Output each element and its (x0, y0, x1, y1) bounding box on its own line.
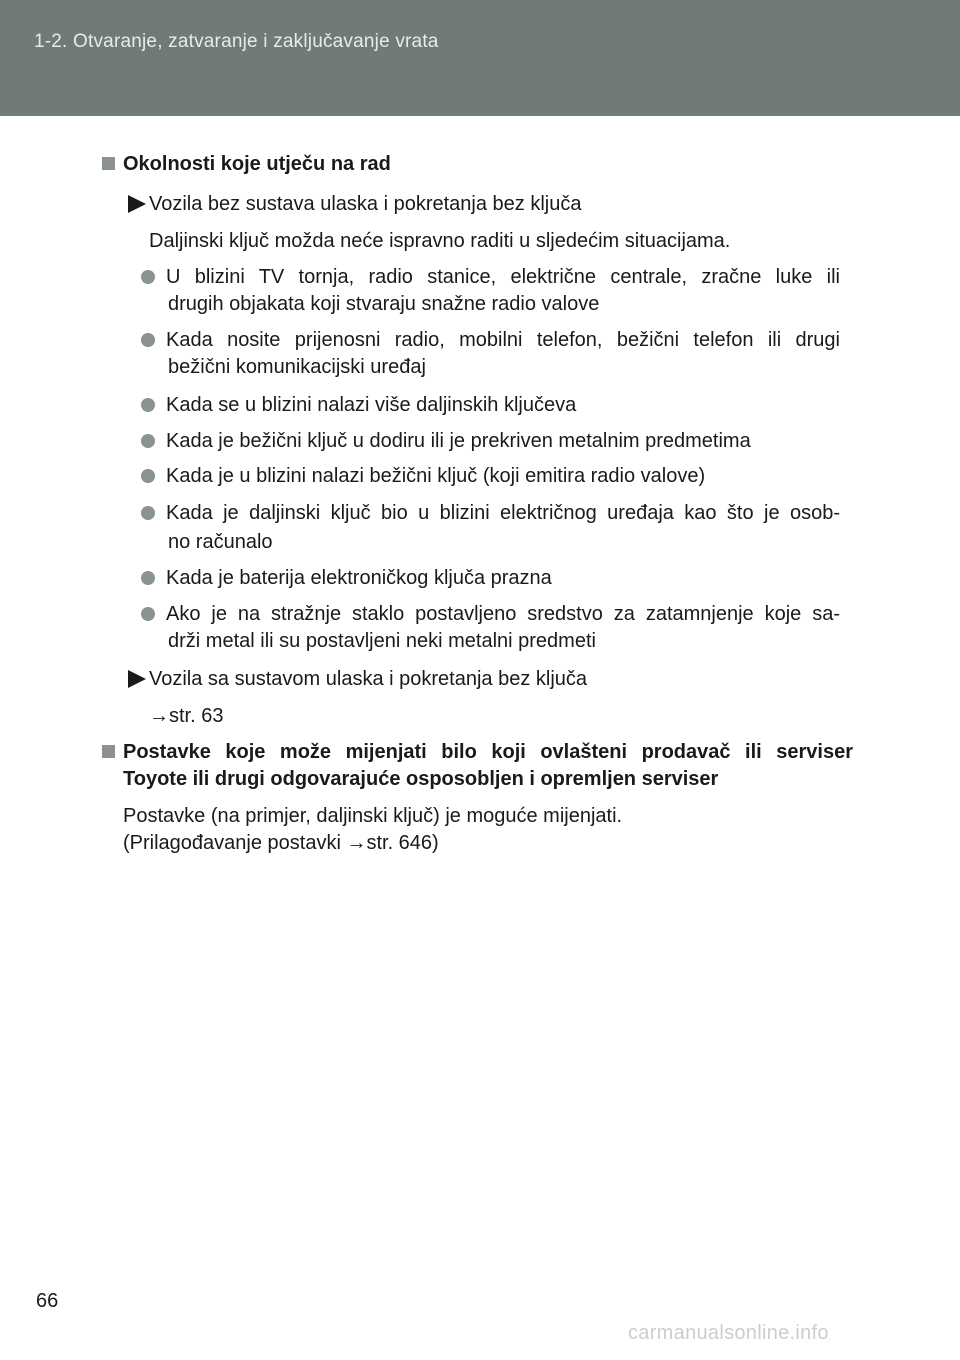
bullet-dot-icon (141, 270, 155, 284)
list-item-continuation: drži metal ili su postavljeni neki metalni predmeti (168, 630, 596, 652)
subsection-label: Vozila sa sustavom ulaska i pokretanja bez ključa (149, 668, 588, 690)
section-heading-continuation: Toyote ili drugi odgovarajuće osposobljen i opremljen serviser (123, 768, 719, 790)
watermark: carmanualsonline.info (628, 1322, 829, 1344)
list-item: U blizini TV tornja, radio stanice, električne centrale, zračne luke ili (166, 266, 840, 288)
section-square-icon (102, 745, 115, 758)
page-reference: →str. 63 (149, 705, 224, 727)
list-item: Kada je bežični ključ u dodiru ili je prekriven metalnim predmetima (166, 430, 751, 452)
list-item-continuation: drugih objakata koji stvaraju snažne radio valove (168, 293, 600, 315)
list-item: Kada je daljinski ključ bio u blizini električnog uređaja kao što je osob- (166, 502, 840, 524)
subsection-label: Vozila bez sustava ulaska i pokretanja bez ključa (149, 193, 582, 215)
body-text: Postavke (na primjer, daljinski ključ) je moguće mijenjati. (123, 805, 623, 827)
list-item: Kada nosite prijenosni radio, mobilni telefon, bežični telefon ili drugi (166, 329, 840, 351)
section-square-icon (102, 157, 115, 170)
triangle-bullet-icon (128, 670, 146, 688)
bullet-dot-icon (141, 434, 155, 448)
triangle-bullet-icon (128, 195, 146, 213)
section-heading: Postavke koje može mijenjati bilo koji ovlašteni prodavač ili serviser (123, 741, 853, 763)
page-number: 66 (36, 1290, 59, 1312)
body-text: (Prilagođavanje postavki →str. 646) (123, 832, 439, 854)
bullet-dot-icon (141, 398, 155, 412)
bullet-dot-icon (141, 506, 155, 520)
list-item-continuation: no računalo (168, 531, 273, 553)
intro-text: Daljinski ključ možda neće ispravno raditi u sljedećim situacijama. (149, 230, 731, 252)
list-item: Ako je na stražnje staklo postavljeno sredstvo za zatamnjenje koje sa- (166, 603, 840, 625)
bullet-dot-icon (141, 333, 155, 347)
chapter-title: 1-2. Otvaranje, zatvaranje i zaključavanje vrata (34, 31, 439, 52)
bullet-dot-icon (141, 571, 155, 585)
bullet-dot-icon (141, 469, 155, 483)
section-heading: Okolnosti koje utječu na rad (123, 153, 391, 175)
list-item-continuation: bežični komunikacijski uređaj (168, 356, 426, 378)
chapter-header (0, 0, 960, 116)
list-item: Kada je baterija elektroničkog ključa prazna (166, 567, 552, 589)
bullet-dot-icon (141, 607, 155, 621)
list-item: Kada je u blizini nalazi bežični ključ (koji emitira radio valove) (166, 465, 706, 487)
list-item: Kada se u blizini nalazi više daljinskih ključeva (166, 394, 577, 416)
